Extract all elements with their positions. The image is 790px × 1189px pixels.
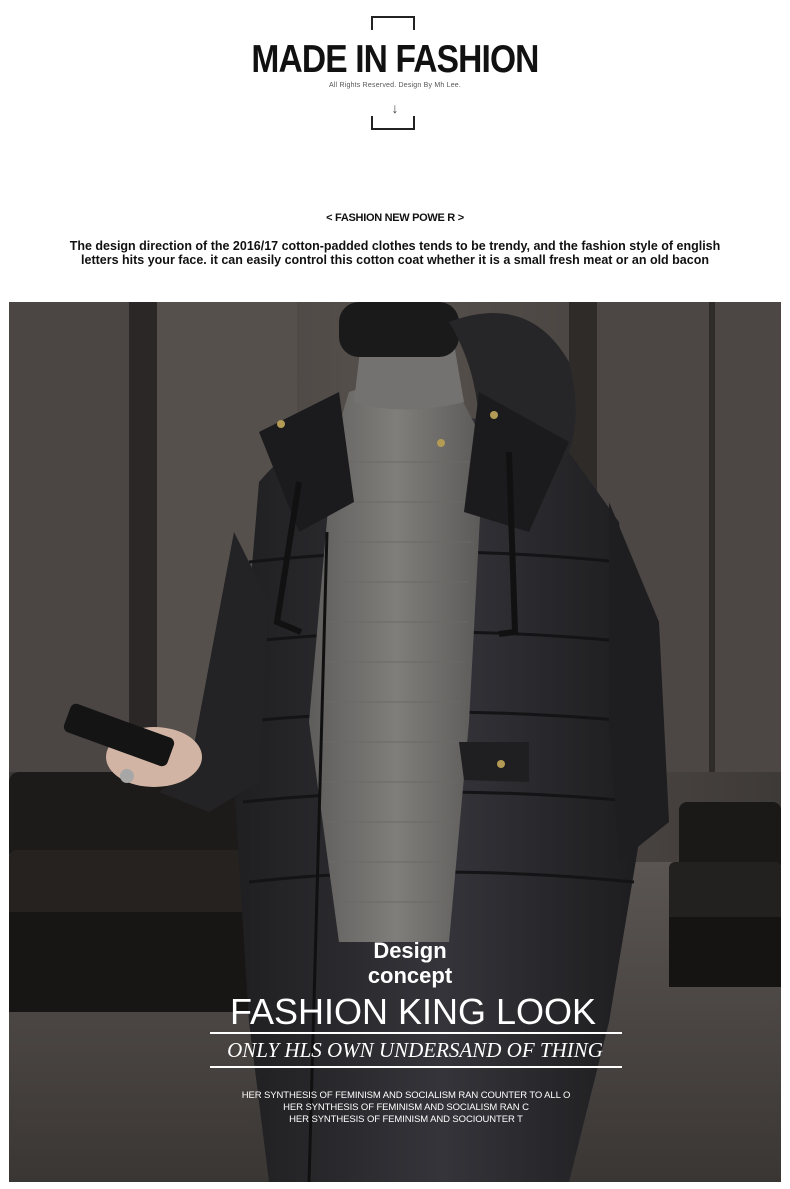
divider bbox=[210, 1066, 622, 1068]
design-concept-heading bbox=[340, 938, 480, 988]
arrow-down-icon: ↓ bbox=[391, 100, 399, 116]
product-description bbox=[30, 239, 760, 267]
section-label: < FASHION NEW POWE R > bbox=[326, 212, 464, 224]
concept-line: Design bbox=[373, 938, 447, 963]
synthesis-line: HER SYNTHESIS OF FEMINISM AND SOCIALISM RAN COUNTER TO ALL O bbox=[241, 1090, 571, 1101]
page-header bbox=[0, 0, 790, 150]
divider bbox=[210, 1032, 622, 1034]
header-bracket-bottom bbox=[371, 116, 415, 130]
page-title: MADE IN FASHION bbox=[251, 38, 539, 81]
description-line: letters hits your face. it can easily control this cotton coat whether it is a small fresh meat or an old bacon bbox=[81, 253, 709, 267]
copyright-text: All Rights Reserved. Design By Mh Lee. bbox=[328, 82, 462, 89]
tagline: ONLY HLS OWN UNDERSAND OF THING bbox=[227, 1038, 603, 1062]
fashion-king-headline: FASHION KING LOOK bbox=[229, 991, 597, 1032]
synthesis-line: HER SYNTHESIS OF FEMINISM AND SOCIALISM RAN C bbox=[283, 1102, 529, 1113]
synthesis-line: HER SYNTHESIS OF FEMINISM AND SOCIOUNTER T bbox=[289, 1114, 523, 1125]
header-bracket-top bbox=[371, 16, 415, 30]
description-line: The design direction of the 2016/17 cotton-padded clothes tends to be trendy, and the fashion style of english bbox=[69, 239, 721, 253]
concept-line: concept bbox=[367, 963, 453, 988]
